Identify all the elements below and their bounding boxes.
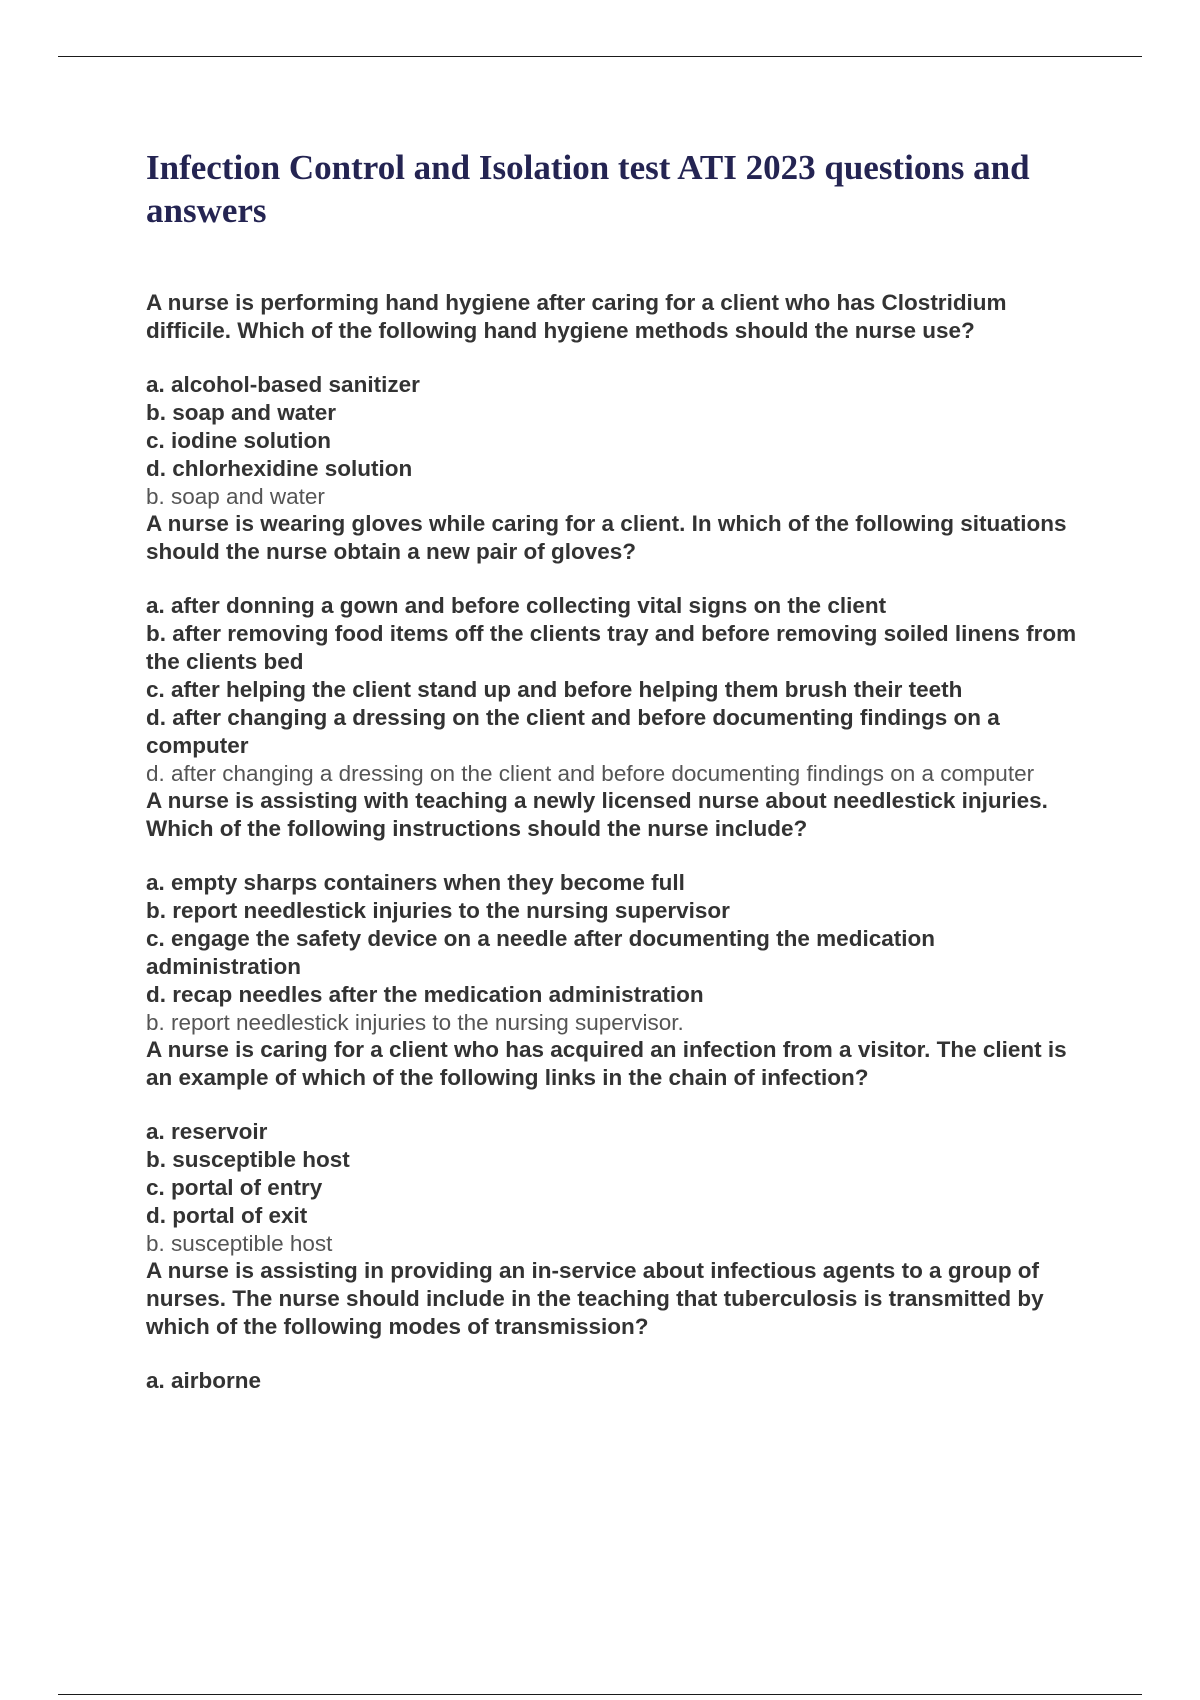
option-b: b. after removing food items off the clients tray and before removing soiled linens from the clients bed (146, 621, 1077, 674)
option-a: a. reservoir (146, 1119, 268, 1144)
question-block-3 (146, 787, 1096, 1036)
option-c: c. engage the safety device on a needle after documenting the medication administration (146, 926, 935, 979)
question-block-5 (146, 1257, 1096, 1395)
document-body (146, 146, 1096, 1395)
option-b: b. soap and water (146, 400, 337, 425)
question-text: A nurse is assisting with teaching a newly licensed nurse about needlestick injuries. Which of the following instructions should the nurse include? (146, 788, 1048, 841)
option-a: a. alcohol-based sanitizer (146, 372, 420, 397)
option-d: d. chlorhexidine solution (146, 456, 413, 481)
option-b: b. susceptible host (146, 1147, 350, 1172)
option-a: a. empty sharps containers when they become full (146, 870, 685, 895)
option-c: c. portal of entry (146, 1175, 323, 1200)
option-a: a. airborne (146, 1368, 262, 1393)
option-list (146, 1118, 1096, 1230)
option-d: d. after changing a dressing on the client and before documenting findings on a computer (146, 705, 1000, 758)
answer-text: b. susceptible host (146, 1231, 333, 1256)
option-list (146, 592, 1096, 760)
question-list (146, 289, 1096, 1395)
answer-text: b. report needlestick injuries to the nursing supervisor. (146, 1010, 684, 1035)
option-list (146, 1367, 1096, 1395)
question-text: A nurse is assisting in providing an in-service about infectious agents to a group of nurses. The nurse should include in the teaching that tuberculosis is transmitted by which of the following modes of transmission? (146, 1258, 1044, 1339)
page-title: Infection Control and Isolation test ATI 2023 questions and answers (146, 148, 1030, 230)
option-c: c. after helping the client stand up and before helping them brush their teeth (146, 677, 963, 702)
option-a: a. after donning a gown and before collecting vital signs on the client (146, 593, 887, 618)
option-d: d. recap needles after the medication administration (146, 982, 704, 1007)
option-b: b. report needlestick injuries to the nursing supervisor (146, 898, 730, 923)
option-list (146, 371, 1096, 483)
question-block-4 (146, 1036, 1096, 1257)
question-block-2 (146, 510, 1096, 787)
option-list (146, 869, 1096, 1009)
bottom-rule (58, 1694, 1142, 1695)
question-block-1 (146, 289, 1096, 510)
answer-text: d. after changing a dressing on the client and before documenting findings on a computer (146, 761, 1035, 786)
answer-text: b. soap and water (146, 484, 325, 509)
question-text: A nurse is performing hand hygiene after caring for a client who has Clostridium difficile. Which of the following hand hygiene methods should the nurse use? (146, 290, 1007, 343)
top-rule (58, 56, 1142, 57)
option-d: d. portal of exit (146, 1203, 308, 1228)
question-text: A nurse is caring for a client who has acquired an infection from a visitor. The client is an example of which of the following links in the chain of infection? (146, 1037, 1067, 1090)
option-c: c. iodine solution (146, 428, 331, 453)
question-text: A nurse is wearing gloves while caring for a client. In which of the following situations should the nurse obtain a new pair of gloves? (146, 511, 1067, 564)
